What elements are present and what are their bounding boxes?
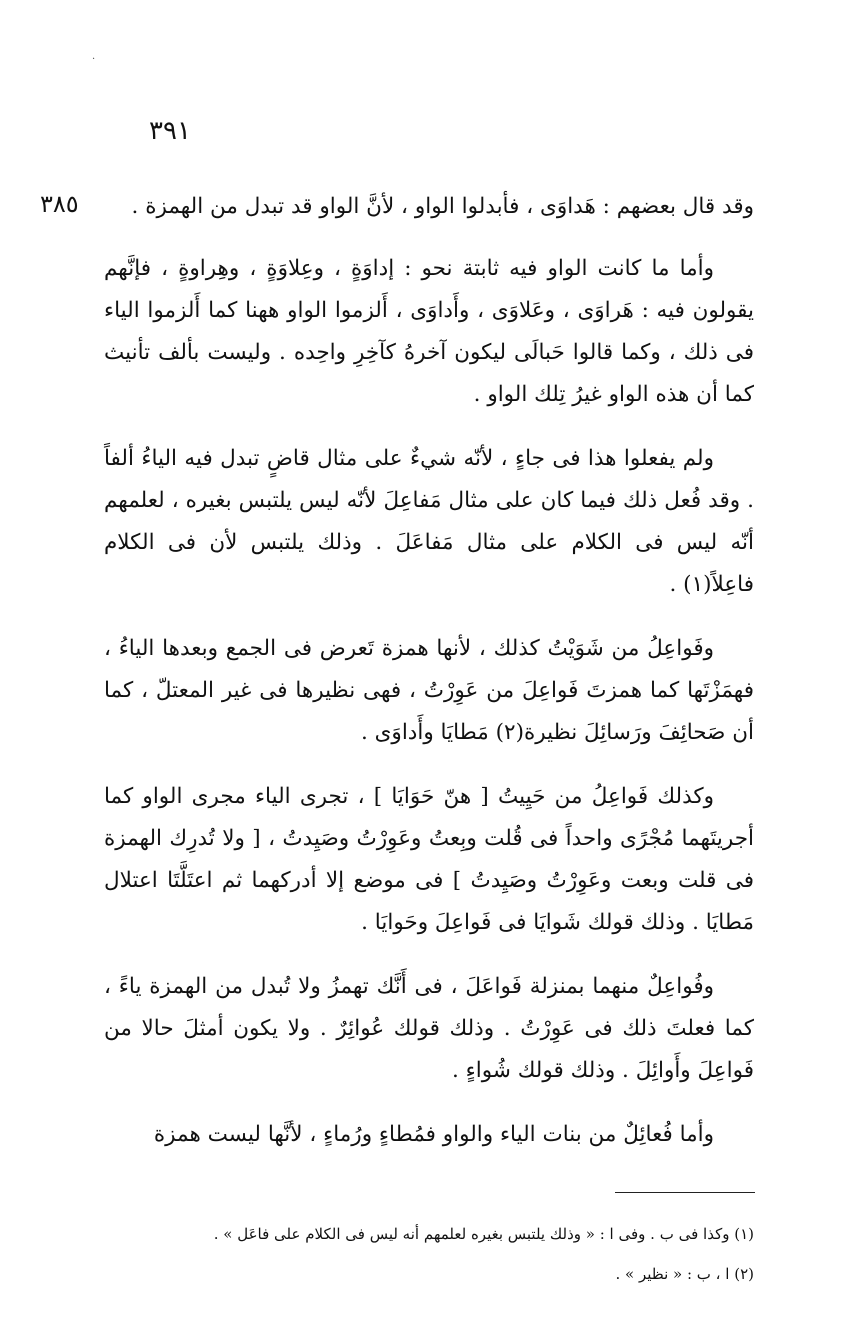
main-text: [104, 186, 754, 1178]
stray-mark: ·: [92, 54, 96, 65]
footnote: (٢) ا ، ب : « نظير » .: [615, 1265, 754, 1283]
paragraph: وأما فُعائِلٌ من بنات الياء والواو فمُطاءٍ ورُماءٍ ، لأنَّها ليست همزة: [153, 1122, 714, 1147]
paragraph: وقد قال بعضهم : هَداوَى ، فأبدلوا الواو ، لأنَّ الواو قد تبدل من الهمزة .: [131, 194, 754, 219]
page-number: ٣٩١: [149, 116, 191, 146]
paragraph: وفَواعِلُ من شَوَيْتُ كذلك ، لأنها همزة تَعرض فى الجمع وبعدها الياءُ ، فهمَزْتَها كما همزتَ فَواعِلَ من عَوِرْتُ ، فهى نظيرها فى غير المعتلّ ، كما أن صَحائِفَ ورَسائِلَ نظيرة(٢) مَطايَا وأَداوَى .: [104, 636, 754, 745]
margin-reference-number: ٣٨٥: [40, 190, 79, 218]
footnote-divider: [615, 1192, 755, 1193]
paragraph: وفُواعِلٌ منهما بمنزلة فَواعَلَ ، فى أَنَّك تهمزُ ولا تُبدل من الهمزة ياءً ، كما فعلتَ ذلك فى عَوِرْتُ . وذلك قولك عُوائِرٌ . ولا يكون أمثلَ حالا من فَواعِلَ وأَوائِلَ . وذلك قولك شُواءٍ .: [104, 974, 754, 1083]
paragraph: وكذلك فَواعِلُ من حَيِيتُ [ هنّ حَوَايَا ] ، تجرى الياء مجرى الواو كما أجريتَهما مُجْرًى واحداً فى قُلت وبِعتُ وعَوِرْتُ وصَيِدتُ ، [ ولا تُدرِك الهمزة فى قلت وبعت وعَوِرْتُ وصَيِدتُ ] فى موضع إلا أدركهما ثم اعتَلَّتَا اعتلال مَطايَا . وذلك قولك شَوايَا فى فَواعِلَ وحَوايَا .: [104, 784, 754, 935]
footnotes: [104, 1214, 754, 1294]
paragraph: ولم يفعلوا هذا فى جاءٍ ، لأنّه شيءٌ على مثال قاضٍ تبدل فيه الياءُ ألفاً . وقد فُعل ذلك فيما كان على مثال مَفاعِلَ لأنّه ليس يلتبس بغيره ، لعلمهم أنّه ليس فى الكلام على مثال مَفاعَلَ . وذلك يلتبس لأن فى الكلام فاعِلاً(١) .: [104, 446, 754, 597]
footnote: (١) وكذا فى ب . وفى ا : « وذلك يلتبس بغيره لعلمهم أنه ليس فى الكلام على فاعَل » .: [213, 1225, 754, 1243]
paragraph: وأما ما كانت الواو فيه ثابتة نحو : إداوَةٍ ، وعِلاوَةٍ ، وهِراوةٍ ، فإنَّهم يقولون فيه : هَراوَى ، وعَلاوَى ، وأَداوَى ، أَلزموا الواو ههنا كما أَلزموا الياء فى ذلك ، وكما قالوا حَبالَى ليكون آخرهُ كآخِرِ واحِده . وليست بألف تأنيث كما أن هذه الواو غيرُ تِلك الواو .: [104, 256, 754, 407]
